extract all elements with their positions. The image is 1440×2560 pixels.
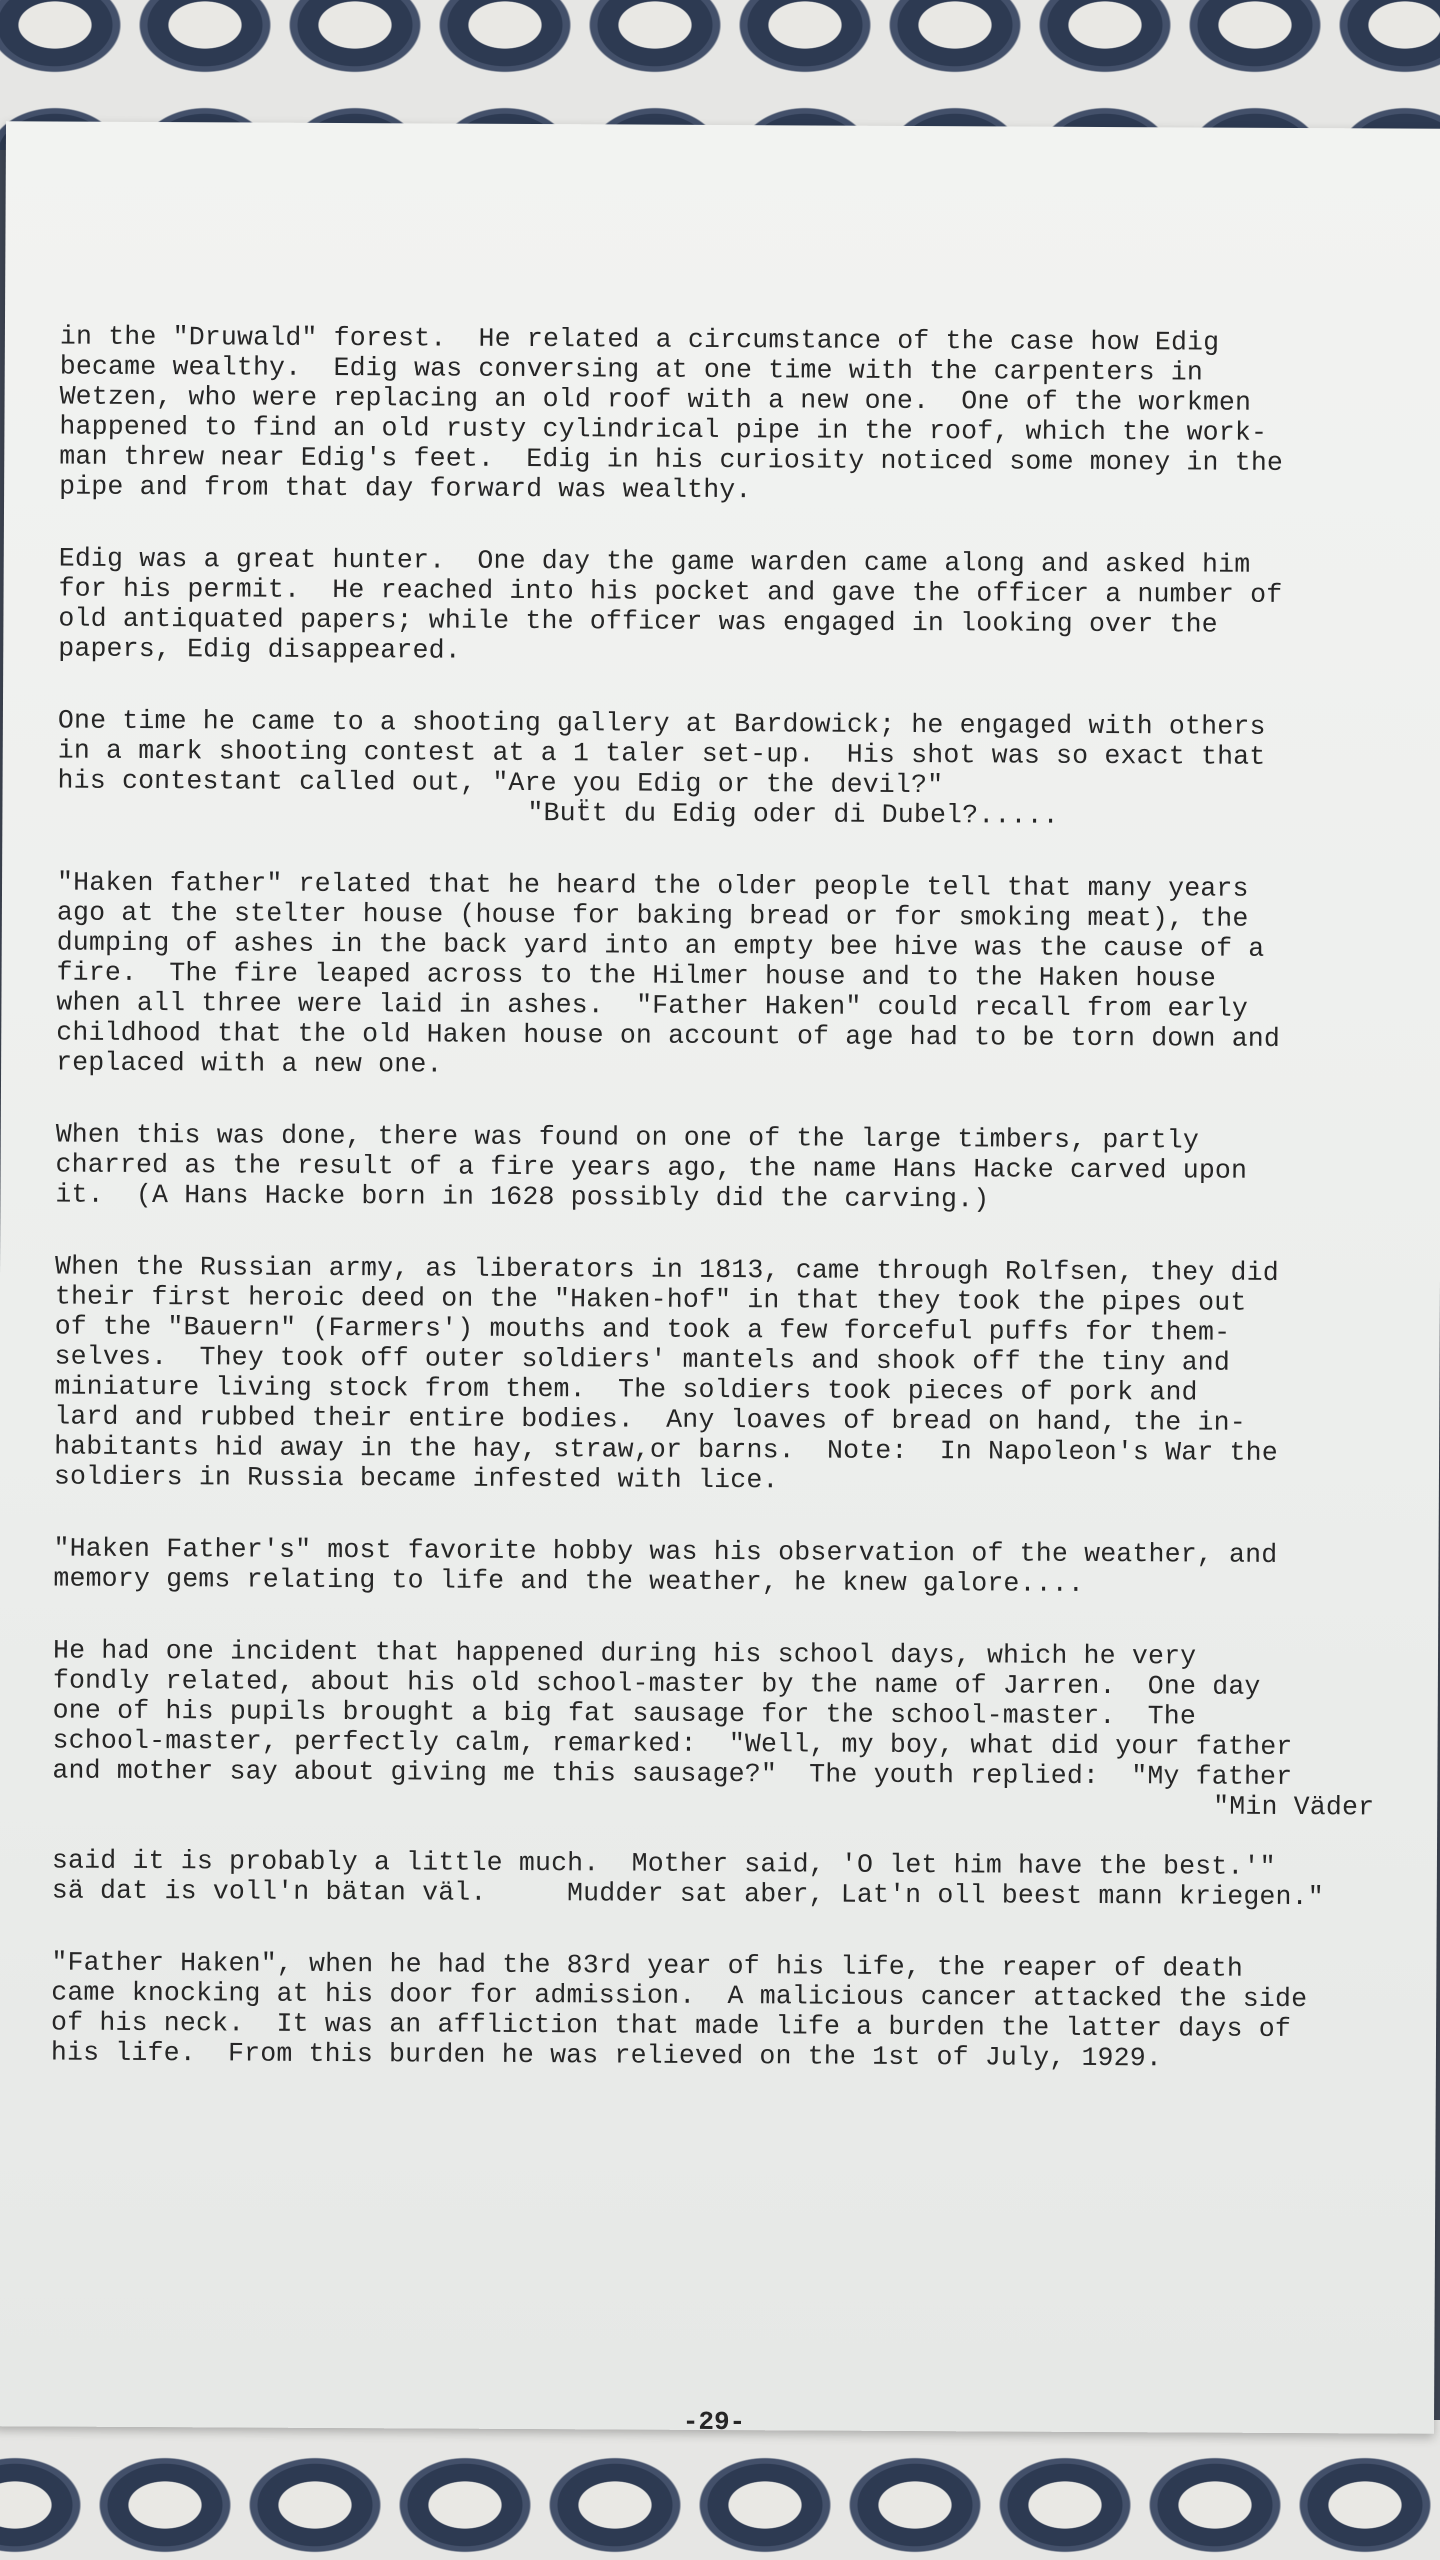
text-line: when all three were laid in ashes. "Father Haken" could recall from early bbox=[56, 987, 1249, 1024]
page-number: -29- bbox=[682, 2406, 746, 2438]
text-line: their first heroic deed on the "Haken-hof" in that they took the pipes out bbox=[54, 1281, 1247, 1318]
paragraph bbox=[56, 868, 1387, 1085]
text-line: happened to find an old rusty cylindrical pipe in the roof, which the work- bbox=[59, 411, 1268, 448]
text-line: in a mark shooting contest at a 1 taler set-up. His shot was so exact that bbox=[57, 735, 1266, 772]
paragraph bbox=[59, 322, 1390, 509]
document-page bbox=[0, 121, 1440, 2438]
text-line: Edig was a great hunter. One day the game warden came along and asked him bbox=[58, 543, 1251, 580]
dialect-quote-line: "Min Väder bbox=[1213, 1791, 1375, 1823]
text-line: of his neck. It was an affliction that made life a burden the latter days of bbox=[51, 2007, 1292, 2044]
text-line: for his permit. He reached into his pocket and gave the officer a number of bbox=[58, 573, 1283, 610]
text-line: miniature living stock from them. The soldiers took pieces of pork and bbox=[54, 1371, 1198, 1408]
text-line: became wealthy. Edig was conversing at one time with the carpenters in bbox=[59, 351, 1204, 388]
text-line: sä dat is voll'n bätan väl. Mudder sat aber, Lat'n oll beest mann kriegen." bbox=[51, 1875, 1324, 1913]
text-line: came knocking at his door for admission. A malicious cancer attacked the side bbox=[51, 1977, 1308, 2015]
text-line: his contestant called out, "Are you Edig or the devil?" bbox=[57, 765, 944, 801]
text-line: ago at the stelter house (house for baking bread or for smoking meat), the bbox=[56, 897, 1249, 934]
text-line: old antiquated papers; while the officer was engaged in looking over the bbox=[58, 603, 1218, 640]
fabric-background-bottom bbox=[0, 2420, 1440, 2560]
dialect-quote-line: "Buẗt du Edig oder di Dubel?..... bbox=[527, 797, 1059, 831]
paragraph bbox=[53, 1534, 1383, 1601]
paragraph bbox=[55, 1120, 1385, 1217]
paragraph bbox=[58, 544, 1389, 671]
text-line: and mother say about giving me this sausage?" The youth replied: "My father bbox=[52, 1755, 1293, 1793]
text-line: When this was done, there was found on one of the large timbers, partly bbox=[55, 1119, 1200, 1156]
text-line: When the Russian army, as liberators in 1813, came through Rolfsen, they did bbox=[54, 1251, 1279, 1288]
paragraph bbox=[52, 1846, 1382, 1913]
text-line: school-master, perfectly calm, remarked: "Well, my boy, what did your father bbox=[52, 1725, 1293, 1763]
text-line: fire. The fire leaped across to the Hilmer house and to the Haken house bbox=[56, 957, 1217, 994]
paragraph bbox=[51, 1948, 1382, 2075]
text-line: his life. From this burden he was relieved on the 1st of July, 1929. bbox=[50, 2037, 1163, 2074]
text-line: "Father Haken", when he had the 83rd year of his life, the reaper of death bbox=[51, 1947, 1244, 1984]
text-line: of the "Bauern" (Farmers') mouths and took a few forceful puffs for them- bbox=[54, 1311, 1231, 1348]
paragraph bbox=[57, 706, 1388, 833]
text-line: said it is probably a little much. Mother said, 'O let him have the best.'" bbox=[51, 1845, 1276, 1882]
text-line: fondly related, about his old school-master by the name of Jarren. One day bbox=[52, 1665, 1261, 1702]
document-text bbox=[51, 322, 1390, 2117]
paragraph bbox=[54, 1252, 1385, 1499]
text-line: man threw near Edig's feet. Edig in his curiosity noticed some money in the bbox=[59, 441, 1284, 478]
text-line: papers, Edig disappeared. bbox=[58, 633, 461, 666]
text-line: lard and rubbed their entire bodies. Any loaves of bread on hand, the in- bbox=[54, 1401, 1246, 1438]
text-line: One time he came to a shooting gallery at Bardowick; he engaged with others bbox=[57, 705, 1266, 742]
paragraph bbox=[52, 1636, 1383, 1823]
text-line: charred as the result of a fire years ago, the name Hans Hacke carved upon bbox=[55, 1149, 1248, 1186]
text-line: childhood that the old Haken house on account of age had to be torn down and bbox=[56, 1017, 1281, 1054]
text-line: soldiers in Russia became infested with lice. bbox=[53, 1461, 779, 1496]
text-line: selves. They took off outer soldiers' mantels and shook off the tiny and bbox=[54, 1341, 1231, 1378]
text-line: "Haken Father's" most favorite hobby was his observation of the weather, and bbox=[53, 1533, 1278, 1570]
text-line: "Haken father" related that he heard the older people tell that many years bbox=[56, 867, 1249, 904]
text-line: it. (A Hans Hacke born in 1628 possibly did the carving.) bbox=[55, 1179, 990, 1215]
text-line: in the "Druwald" forest. He related a circumstance of the case how Edig bbox=[59, 321, 1220, 358]
text-line: Wetzen, who were replacing an old roof with a new one. One of the workmen bbox=[59, 381, 1252, 418]
text-line: one of his pupils brought a big fat sausage for the school-master. The bbox=[52, 1695, 1197, 1732]
text-line: pipe and from that day forward was wealthy. bbox=[59, 471, 752, 506]
text-line: He had one incident that happened during his school days, which he very bbox=[52, 1635, 1197, 1672]
text-line: dumping of ashes in the back yard into an empty bee hive was the cause of a bbox=[56, 927, 1265, 964]
text-line: replaced with a new one. bbox=[56, 1047, 443, 1080]
text-line: habitants hid away in the hay, straw,or barns. Note: In Napoleon's War the bbox=[54, 1431, 1278, 1468]
text-line: memory gems relating to life and the weather, he knew galore.... bbox=[53, 1563, 1085, 1599]
